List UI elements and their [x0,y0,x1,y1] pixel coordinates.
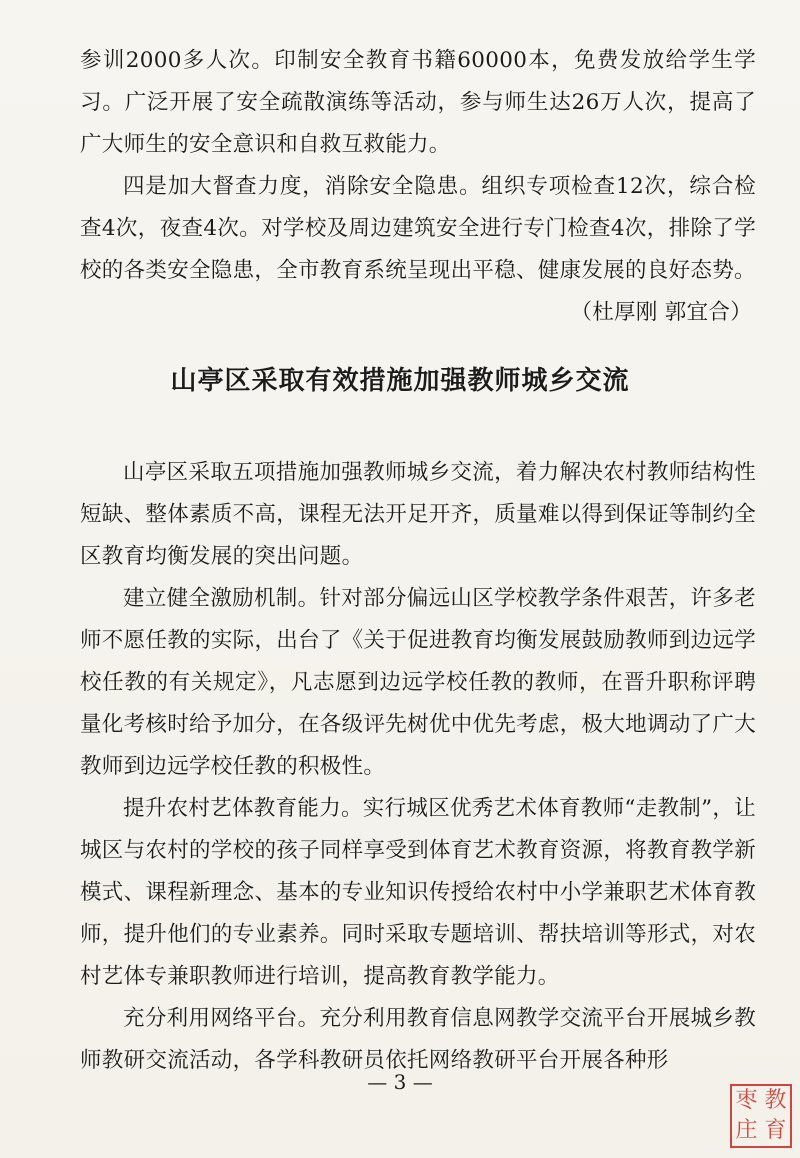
paragraph: 提升农村艺体教育能力。实行城区优秀艺术体育教师“走教制”，让城区与农村的学校的孩子同样享受到体育艺术教育资源，将教育教学新模式、课程新理念、基本的专业知识传授给农村中小学兼职艺术体育教师，提升他们的专业素养。同时采取专题培训、帮扶培训等形式，对农村艺体专兼职教师进行培训，提高教育教学能力。 [80,796,756,989]
article-body [80,452,756,1082]
previous-article-continuation [80,40,756,334]
seal-char: 教 [764,1088,787,1113]
page-number: — 3 — [367,1070,433,1094]
seal-char: 庄 [735,1118,758,1143]
seal-char: 育 [764,1118,787,1143]
article-title: 山亭区采取有效措施加强教师城乡交流 [170,366,630,396]
paragraph: 充分利用网络平台。充分利用教育信息网教学交流平台开展城乡教师教研交流活动，各学科教研员依托网络教研平台开展各种形 [80,1006,756,1073]
seal-stamp [730,1084,792,1148]
author-line: （杜厚刚 郭宜合） [570,300,752,325]
paragraph: 建立健全激励机制。针对部分偏远山区学校教学条件艰苦，许多老师不愿任教的实际，出台了《关于促进教育均衡发展鼓励教师到边远学校任教的有关规定》，凡志愿到边远学校任教的教师，在晋升职称评聘量化考核时给予加分，在各级评先树优中优先考虑，极大地调动了广大教师到边远学校任教的积极性。 [80,586,756,779]
paragraph: 四是加大督查力度，消除安全隐患。组织专项检查12次，综合检查4次，夜查4次。对学校及周边建筑安全进行专门检查4次，排除了学校的各类安全隐患，全市教育系统呈现出平稳、健康发展的良好态势。 [80,174,756,283]
paragraph: 山亭区采取五项措施加强教师城乡交流，着力解决农村教师结构性短缺、整体素质不高，课程无法开足开齐，质量难以得到保证等制约全区教育均衡发展的突出问题。 [80,460,756,569]
seal-char: 枣 [735,1088,758,1113]
paragraph: 参训2000多人次。印制安全教育书籍60000本，免费发放给学生学习。广泛开展了安全疏散演练等活动，参与师生达26万人次，提高了广大师生的安全意识和自救互救能力。 [80,48,756,157]
